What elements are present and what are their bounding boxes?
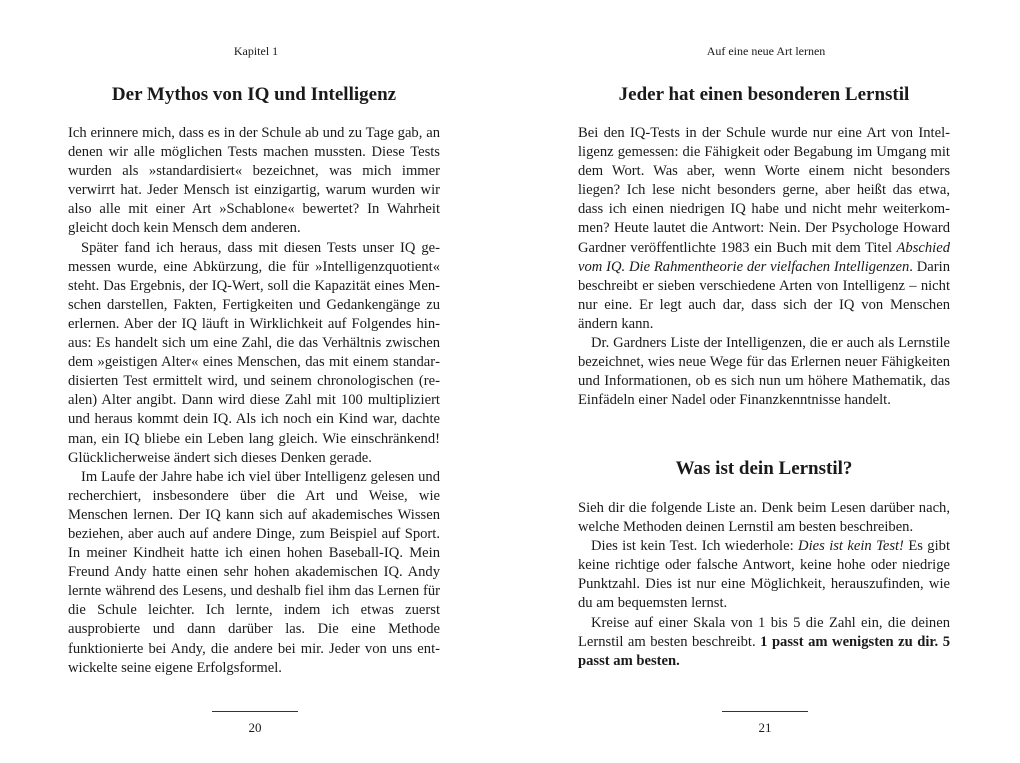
running-head: Auf eine neue Art lernen: [706, 44, 826, 58]
page-number: 21: [758, 720, 772, 735]
text-run: . Darin beschreibt er sieben verschiedene Arten von Intelligenz – nicht nur eine. Er legt auch dar, dass sich der IQ von Menschen ändern kann.: [578, 258, 950, 332]
body-text: [578, 499, 950, 671]
text-run: Dies ist kein Test. Ich wiederhole:: [591, 538, 799, 555]
page-number: 20: [248, 720, 262, 735]
book-title: Abschied vom IQ. Die Rahmentheorie der vielfachen Intelligenzen: [578, 239, 950, 275]
emphasis: Dies ist kein Test!: [798, 538, 904, 555]
paragraph: [578, 537, 950, 613]
paragraph: [578, 614, 950, 671]
paragraph: Sieh dir die folgende Liste an. Denk beim Lesen darüber nach, welche Methoden deinen Lernstil am besten beschreiben.: [578, 500, 950, 536]
running-head: Kapitel 1: [233, 44, 279, 58]
text-run: Kreise auf einer Skala von 1 bis 5 die Zahl ein, die deinen Lernstil am besten beschreibt.: [578, 614, 950, 650]
paragraph: Dr. Gardners Liste der Intelligenzen, die er auch als Lernstile bezeichnet, wies neue Wege für das Erlernen neuer Fähigkeiten und Informationen, ob es sich nun um höhere Mathematik, das Einfädeln einer Nadel oder Finanzkenntnisse handelt.: [578, 335, 950, 409]
paragraph: Ich erinnere mich, dass es in der Schule ab und zu Tage gab, an denen wir alle möglichen Tests machen mussten. Diese Tests wurden als »standardisiert« bezeichnet, was mich immer verwirrt hat. Jeder Mensch ist einzigartig, warum wurden wir also alle mit einer Art »Schablone« bewertet? In Wahrheit gleicht doch kein Mensch dem anderen.: [68, 125, 440, 237]
section-title: Jeder hat einen besonderen Lernstil: [618, 84, 910, 105]
right-page: [510, 0, 1020, 763]
text-run: Es gibt keine richtige oder falsche Antwort, keine hohe oder niedrige Punktzahl. Dies ist nur eine Möglichkeit, herauszufinden, wie du am bequemsten lernst.: [578, 538, 951, 612]
bold-instruction: 1 passt am wenigsten zu dir. 5 passt am besten.: [578, 633, 950, 669]
paragraph: Später fand ich heraus, dass mit diesen Tests unser IQ gemessen wurde, eine Abkürzung, die für »Intelligenzquotient« steht. Das Ergebnis, der IQ-Wert, soll die Kapazität eines Menschen darstellen, Fakten, Fertigkeiten und Gedankengänge zu erlernen. Aber der IQ läuft in Wirklichkeit auf Folgendes hinaus: Es handelt sich um eine Zahl, die das Verhältnis zwischen dem »geistigen Alter« eines Menschen, das mit einem standardisierten Test ermittelt wird, und seinem chronologischen (realen) Alter angibt. Dann wird diese Zahl mit 100 multipliziert und heraus kommt dein IQ. Als ich noch ein Kind war, dachte man, ein IQ bliebe ein Leben lang gleich. Wie einschränkend! Glücklicherweise ändert sich dieses Denken gerade.: [68, 239, 440, 466]
folio-rule: [722, 711, 808, 712]
text-run: Bei den IQ-Tests in der Schule wurde nur eine Art von Intelligenz gemessen: die Fähigkeit oder Begabung im Umgang mit dem Wort. Was aber, wenn Worte einem nicht besonders liegen? Ich lese nicht besonders gerne, aber heißt das etwa, dass ich einen niedrigen IQ habe und nicht mehr weiterkommen? Heute lautet die Antwort: Nein. Der Psychologe Howard Gardner veröffentlichte 1983 ein Buch mit dem Titel: [578, 125, 950, 256]
body-text: [578, 124, 950, 410]
body-text: [68, 124, 440, 678]
subsection-title: Was ist dein Lernstil?: [675, 458, 853, 479]
folio-rule: [212, 711, 298, 712]
paragraph: Im Laufe der Jahre habe ich viel über Intelligenz gelesen und recherchiert, insbesondere über die Art und Weise, wie Menschen lernen. Der IQ kann sich auf akademisches Wissen beziehen, aber auch auf andere Dinge, zum Beispiel auf Sport. In meiner Kindheit hatte ich einen hohen Baseball-IQ. Mein Freund Andy hatte einen sehr hohen akademischen IQ. Andy lernte während des Lesens, und deshalb fiel ihm das Lernen für die Schule leichter. Ich lernte, indem ich etwas zuerst ausprobierte und dann darüber las. Die eine Methode funktionierte bei Andy, die andere bei mir. Jeder von uns entwickelte seine eigene Erfolgsformel.: [68, 468, 440, 676]
paragraph: [578, 124, 950, 334]
page-title: Der Mythos von IQ und Intelligenz: [111, 84, 397, 105]
